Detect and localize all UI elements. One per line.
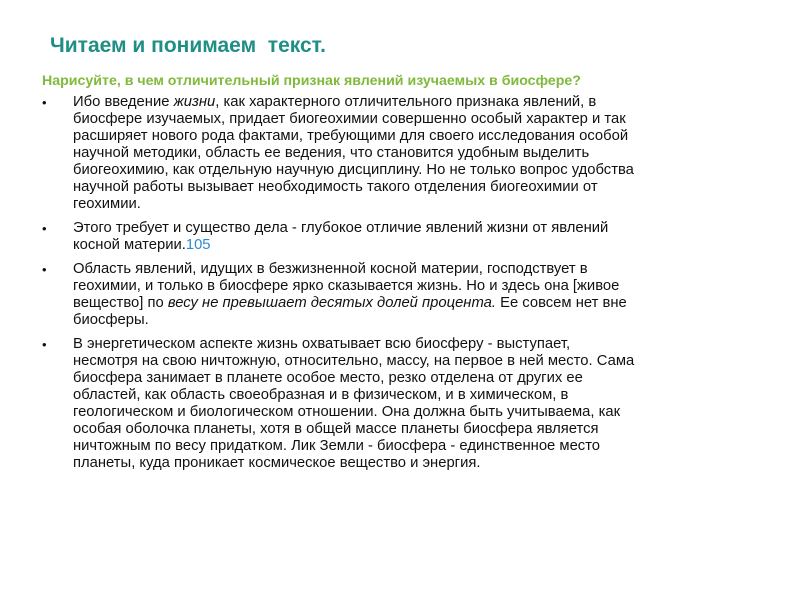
text-line	[73, 295, 732, 312]
slide-subtitle: Нарисуйте, в чем отличительный признак явлений изучаемых в биосфере?	[42, 73, 581, 89]
text-run: косной материи.	[73, 237, 186, 253]
bullet-item	[42, 336, 732, 472]
text-line: Область явлений, идущих в безжизненной косной материи, господствует в	[73, 261, 588, 277]
text-line: биосфере изучаемых, придает биогеохимии совершенно особый характер и так	[73, 111, 626, 127]
text-line: особая оболочка планеты, хотя в общей массе планеты биосфера является	[73, 421, 599, 437]
text-line: биосфера занимает в планете особое место, резко отделена от других ее	[73, 370, 583, 386]
footnote-link[interactable]: 105	[185, 237, 211, 253]
text-line: научной методики, область ее ведения, что становится удобным выделить	[73, 145, 590, 161]
text-run: , как характерного отличительного признака явлений, в	[215, 94, 597, 110]
text-line: несмотря на свою ничтожную, относительно, массу, на первое в ней место. Сама	[73, 353, 635, 369]
text-line	[73, 94, 732, 111]
text-line	[73, 237, 732, 254]
text-line: областей, как область своеобразная и в физическом, и в химическом, в	[73, 387, 569, 403]
bullet-icon: •	[42, 262, 47, 277]
italic-run: весу не превышает десятых долей процента.	[167, 295, 496, 311]
slide-title: Читаем и понимаем текст.	[50, 34, 326, 57]
text-line: расширяет нового рода фактами, требующими для своего исследования особой	[73, 128, 629, 144]
text-line: В энергетическом аспекте жизнь охватывает всю биосферу - выступает,	[73, 336, 571, 352]
text-run: вещество] по	[73, 295, 168, 311]
text-line: Этого требует и существо дела - глубокое отличие явлений жизни от явлений	[73, 220, 609, 236]
text-run: Ее совсем нет вне	[495, 295, 627, 311]
text-line: ничтожным по весу придатком. Лик Земли - биосфера - единственное место	[73, 438, 601, 454]
bullet-item	[42, 94, 732, 213]
text-run: Ибо введение	[73, 94, 174, 110]
text-line: биогеохимию, как отдельную научную дисциплину. Но не только вопрос удобства	[73, 162, 634, 178]
bullet-list	[42, 94, 732, 479]
bullet-icon: •	[42, 95, 47, 110]
bullet-icon: •	[42, 337, 47, 352]
bullet-item	[42, 220, 732, 254]
bullet-item	[42, 261, 732, 329]
text-line: биосферы.	[73, 312, 149, 328]
text-line: геохимии, и только в биосфере ярко сказывается жизнь. Но и здесь она [живое	[73, 278, 620, 294]
text-line: планеты, куда проникает космическое вещество и энергия.	[73, 455, 481, 471]
bullet-icon: •	[42, 221, 47, 236]
text-line: научной работы вызывает необходимость такого отделения биогеохимии от	[73, 179, 598, 195]
italic-run: жизни	[173, 94, 216, 110]
text-line: геохимии.	[73, 196, 141, 212]
text-line: геологическом и биологическом отношении. Она должна быть учитываема, как	[73, 404, 621, 420]
